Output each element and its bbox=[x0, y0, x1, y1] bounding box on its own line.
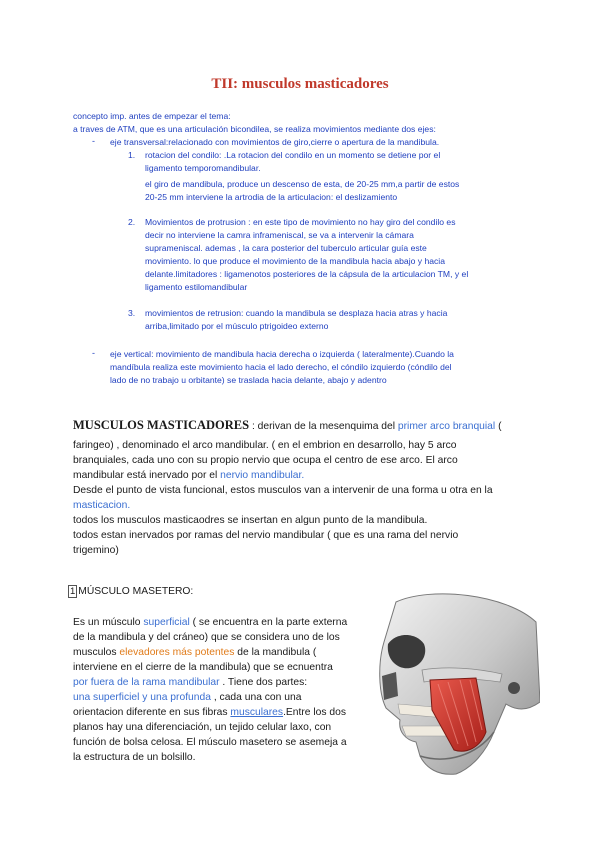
eje-transversal: eje transversal:relacionado con movimientos de giro,cierre o apertura de la mandibula. bbox=[110, 137, 440, 147]
rama-mandibular-link[interactable]: por fuera de la rama mandibular bbox=[73, 677, 220, 688]
masetero-text: Es un músculo bbox=[73, 617, 144, 628]
masticadores-heading: MUSCULOS MASTICADORES bbox=[73, 418, 250, 432]
masetero-text: musculos bbox=[73, 647, 120, 658]
item-3-line: movimientos de retrusion: cuando la mandibula se desplaza hacia atras y hacia bbox=[145, 308, 448, 318]
primer-arco-link[interactable]: primer arco branquial bbox=[397, 421, 496, 432]
masticadores-text: ( bbox=[495, 421, 502, 432]
masticadores-line: Desde el punto de vista funcional, estos musculos van a intervenir de una forma u otra en la bbox=[73, 485, 493, 496]
item-2-line: movimiento. lo que produce el movimiento de la mandibula hacia abajo y hacia bbox=[145, 256, 446, 266]
bullet-eje-transversal: - bbox=[92, 136, 95, 146]
intro-line-1: concepto imp. antes de empezar el tema: bbox=[73, 111, 231, 121]
item-2-line: Movimientos de protrusion : en este tipo de movimiento no hay giro del condilo es bbox=[145, 217, 456, 227]
item-2-line: suprameniscal. ademas , la cara posterior del tuberculo articular guía este bbox=[145, 243, 427, 253]
masetero-line: planos hay una diferenciación, un tejido celular laxo, con bbox=[73, 722, 332, 733]
masetero-text: .Entre los dos bbox=[283, 707, 347, 718]
masetero-number: 1 bbox=[70, 586, 76, 597]
eje-vertical-line: eje vertical: movimiento de mandibula hacia derecha o izquierda ( lateralmente).Cuando la bbox=[110, 349, 454, 359]
masetero-line bbox=[73, 645, 316, 661]
item-3-line: arriba,limitado por el músculo ptrigoideo externo bbox=[145, 321, 329, 331]
bullet-eje-vertical: - bbox=[92, 348, 95, 358]
masetero-text: . Tiene dos partes: bbox=[219, 677, 308, 688]
item-1-line: rotacion del condilo: .La rotacion del condilo en un momento se detiene por el bbox=[145, 150, 441, 160]
elevadores-highlight: elevadores más potentes bbox=[119, 647, 235, 658]
item-2-line: ligamento estilomandibular bbox=[145, 282, 248, 292]
item-1-line: 20-25 mm interviene la artrodia de la articulacion: el deslizamiento bbox=[145, 192, 398, 202]
intro-line-2: a traves de ATM, que es una articulación bicondilea, se realiza movimientos mediante dos ejes: bbox=[73, 124, 436, 134]
masticadores-text: : derivan de la mesenquima del bbox=[249, 421, 398, 432]
masticadores-text: mandibular está inervado por el bbox=[73, 470, 221, 481]
item-2-number: 2. bbox=[128, 217, 136, 227]
nervio-mandibular-link[interactable]: nervio mandibular. bbox=[220, 470, 305, 481]
masetero-line: de la mandibula y del cráneo) que se considera uno de los bbox=[73, 632, 340, 643]
masetero-text: , cada una con una bbox=[210, 692, 302, 703]
masetero-line: función de bolsa celosa. El músculo masetero se asemeja a bbox=[73, 737, 347, 748]
masetero-line bbox=[73, 675, 307, 691]
masetero-line bbox=[73, 615, 347, 631]
masticadores-line-4 bbox=[73, 468, 304, 484]
masetero-text: orientacion diferente en sus fibras bbox=[73, 707, 231, 718]
masticadores-line-1 bbox=[73, 418, 502, 435]
eje-vertical-line: lado de no trabajo u orbitante) se traslada hacia delante, abajo y adentro bbox=[110, 375, 387, 385]
item-1-number: 1. bbox=[128, 150, 136, 160]
masticadores-line: todos estan inervados por ramas del nervio mandibular ( que es una rama del nervio bbox=[73, 530, 459, 541]
masetero-text: ( se encuentra en la parte externa bbox=[189, 617, 348, 628]
item-1-line: ligamento temporomandibular. bbox=[145, 163, 261, 173]
masetero-heading: MÚSCULO MASETERO: bbox=[78, 586, 194, 597]
item-1-line: el giro de mandibula, produce un descenso de esta, de 20-25 mm,a partir de estos bbox=[145, 179, 460, 189]
masticadores-line: todos los musculos masticaodres se insertan en algun punto de la mandibula. bbox=[73, 515, 428, 526]
masticadores-line: faringeo) , denominado el arco mandibular. ( en el embrion en desarrollo, hay 5 arco bbox=[73, 440, 457, 451]
item-2-line: decir no interviene la camra inframeniscal, se va a intervenir la cámara bbox=[145, 230, 414, 240]
masetero-line bbox=[73, 690, 301, 706]
masetero-line bbox=[73, 705, 346, 721]
masetero-line: interviene en el cierre de la mandibula) que se ecnuentra bbox=[73, 662, 333, 673]
masetero-heading-row bbox=[68, 584, 193, 600]
masetero-text: de la mandibula ( bbox=[234, 647, 317, 658]
masticadores-line: branquiales, cada uno con su propio nervio que ocupa el centro de ese arco. El arco bbox=[73, 455, 458, 466]
skull-illustration bbox=[376, 592, 540, 776]
page-title: TII: musculos masticadores bbox=[211, 76, 389, 92]
item-3-number: 3. bbox=[128, 308, 136, 318]
musculares-link[interactable]: musculares bbox=[230, 707, 284, 718]
item-2-line: delante.limitadores : ligamenotos posteriores de la cápsula de la articulacion TM, y el bbox=[145, 269, 469, 279]
partes-link[interactable]: una superficiel y una profunda bbox=[73, 692, 211, 703]
masticadores-line: trigemino) bbox=[73, 545, 119, 556]
masticacion-link[interactable]: masticacion. bbox=[73, 500, 131, 511]
superficial-link[interactable]: superficial bbox=[143, 617, 190, 628]
masetero-line: la estructura de un bolsillo. bbox=[73, 752, 196, 763]
eje-vertical-line: mandíbula realiza este movimiento hacia el lado derecho, el cóndilo izquierdo (cóndilo del bbox=[110, 362, 452, 372]
skull-masetero-image bbox=[376, 592, 540, 776]
